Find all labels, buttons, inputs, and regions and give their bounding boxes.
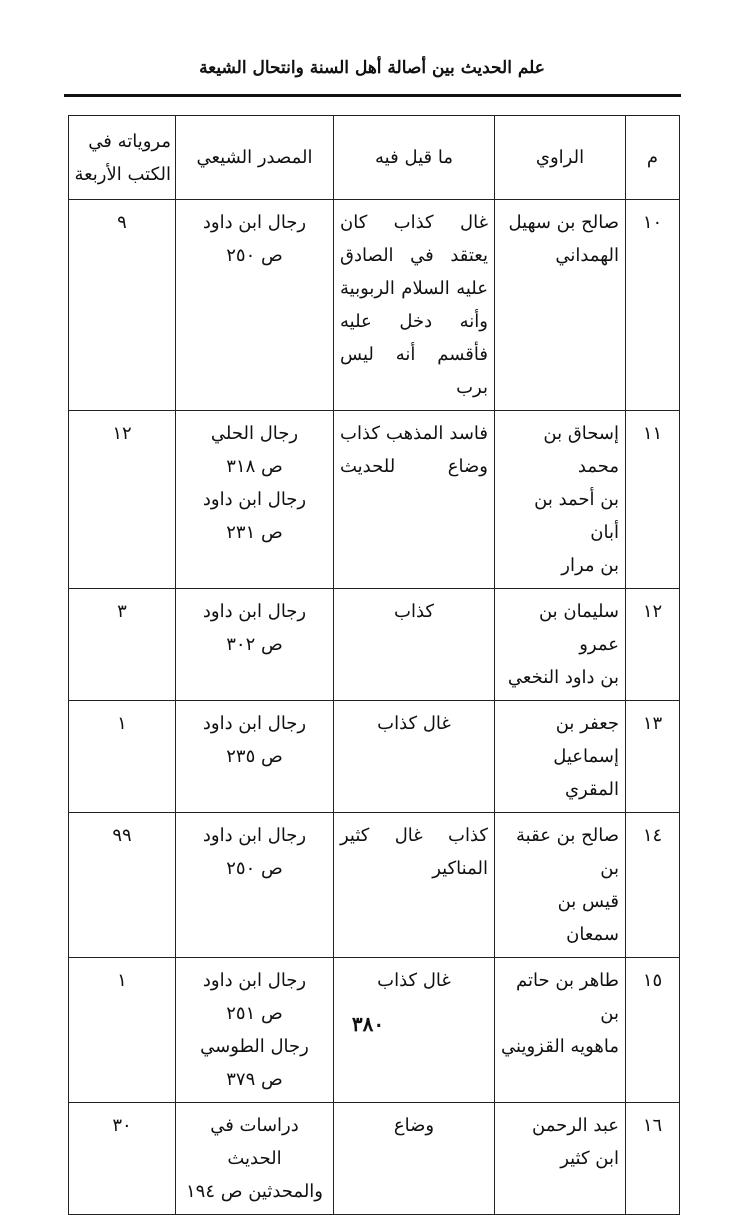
narrators-table	[68, 115, 680, 1215]
said-about-cell	[334, 200, 495, 411]
source-cell	[176, 701, 334, 813]
row-number: ١٣	[626, 701, 680, 813]
source-cell-line: ص ٢٣٥	[226, 746, 283, 767]
said-about-cell-line: يعتقد في الصادق	[340, 245, 488, 266]
count-cell: ٣٠	[69, 1103, 176, 1215]
source-cell-line: رجال ابن داود	[202, 970, 307, 991]
narrator-cell-line: جعفر بن إسماعيل	[553, 713, 619, 767]
source-cell-line: رجال ابن داود	[202, 713, 307, 734]
row-number: ١١	[626, 411, 680, 589]
source-cell-line: رجال ابن داود	[202, 825, 307, 846]
source-cell-line: ص ٢٣١	[226, 522, 283, 543]
said-about-cell-line: غال كذاب	[377, 713, 451, 734]
said-about-cell	[334, 813, 495, 958]
header-rule	[64, 94, 681, 97]
narrator-cell-line: صالح بن سهيل	[508, 212, 619, 233]
narrator-cell-line: طاهر بن حاتم بن	[516, 970, 619, 1024]
said-about-cell-line: المناكير	[432, 858, 488, 879]
running-title: علم الحديث بين أصالة أهل السنة وانتحال الشيعة	[199, 58, 545, 78]
said-about-cell-line: غال كذاب	[377, 970, 451, 991]
count-cell: ١	[69, 701, 176, 813]
source-cell-line: رجال ابن داود	[202, 212, 307, 233]
count-cell: ٣	[69, 589, 176, 701]
row-number: ١٢	[626, 589, 680, 701]
narrator-cell	[495, 701, 626, 813]
narrator-cell-line: ماهويه القزويني	[501, 1036, 619, 1057]
table-row	[69, 1103, 680, 1215]
source-cell	[176, 200, 334, 411]
row-number: ١٦	[626, 1103, 680, 1215]
source-cell	[176, 813, 334, 958]
narrator-cell	[495, 589, 626, 701]
narrator-cell-line: المقري	[564, 779, 619, 800]
table-body	[69, 200, 680, 1215]
header-count: مروياته في الكتب الأربعة	[69, 116, 176, 200]
row-number: ١٤	[626, 813, 680, 958]
source-cell-line: ص ٣٧٩	[226, 1069, 283, 1090]
narrator-cell-line: إسحاق بن محمد	[543, 423, 619, 477]
said-about-cell-line: كذاب	[394, 601, 434, 622]
source-cell-line: والمحدثين ص ١٩٤	[185, 1181, 323, 1202]
said-about-cell-line: فأقسم أنه ليس برب	[340, 344, 488, 398]
narrator-cell-line: بن أحمد بن أبان	[534, 489, 619, 543]
source-cell-line: ص ٢٥١	[226, 1003, 283, 1024]
source-cell-line: ص ٢٥٠	[226, 245, 283, 266]
said-about-cell-line: كذاب غال كثير	[340, 825, 488, 846]
said-about-cell	[334, 701, 495, 813]
source-cell-line: رجال الطوسي	[200, 1036, 309, 1057]
header-no: م	[626, 116, 680, 200]
source-cell-line: ص ٣٠٢	[226, 634, 283, 655]
said-about-cell-line: غال كذاب كان	[340, 212, 488, 233]
source-cell-line: ص ٣١٨	[226, 456, 283, 477]
narrator-cell-line: ابن كثير	[560, 1148, 619, 1169]
narrator-cell	[495, 411, 626, 589]
count-cell: ١	[69, 958, 176, 1103]
table-header-row	[69, 116, 680, 200]
narrator-cell	[495, 813, 626, 958]
row-number: ١٥	[626, 958, 680, 1103]
said-about-cell-line: وضاع للحديث	[340, 456, 488, 477]
narrator-cell-line: بن داود النخعي	[507, 667, 619, 688]
source-cell-line: رجال الحلي	[210, 423, 299, 444]
header-shia-source: المصدر الشيعي	[176, 116, 334, 200]
said-about-cell	[334, 411, 495, 589]
narrator-cell-line: سليمان بن عمرو	[538, 601, 619, 655]
narrator-cell-line: عبد الرحمن	[532, 1115, 619, 1136]
source-cell-line: ص ٢٥٠	[226, 858, 283, 879]
table-row	[69, 813, 680, 958]
said-about-cell	[334, 1103, 495, 1215]
said-about-cell-line: وضاع	[393, 1115, 435, 1136]
narrator-cell	[495, 1103, 626, 1215]
count-cell: ٩٩	[69, 813, 176, 958]
table-row	[69, 589, 680, 701]
said-about-cell-line: عليه السلام الربوبية	[340, 278, 488, 299]
header-said-about: ما قيل فيه	[334, 116, 495, 200]
narrator-cell	[495, 200, 626, 411]
narrator-cell-line: الهمداني	[555, 245, 619, 266]
source-cell-line: رجال ابن داود	[202, 489, 307, 510]
said-about-cell-line: فاسد المذهب كذاب	[340, 423, 488, 444]
source-cell-line: دراسات في الحديث	[210, 1115, 299, 1169]
source-cell	[176, 411, 334, 589]
said-about-cell	[334, 589, 495, 701]
source-cell-line: رجال ابن داود	[202, 601, 307, 622]
page-number: ٣٨٠	[351, 1012, 385, 1036]
source-cell	[176, 1103, 334, 1215]
count-cell: ٩	[69, 200, 176, 411]
narrator-cell-line: قيس بن سمعان	[557, 891, 619, 945]
table-row	[69, 411, 680, 589]
count-cell: ١٢	[69, 411, 176, 589]
narrator-cell-line: صالح بن عقبة بن	[516, 825, 619, 879]
table-row	[69, 701, 680, 813]
header-narrator: الراوي	[495, 116, 626, 200]
said-about-cell-line: وأنه دخل عليه	[340, 311, 488, 332]
source-cell	[176, 589, 334, 701]
table-row	[69, 200, 680, 411]
narrator-cell-line: بن مرار	[561, 555, 619, 576]
row-number: ١٠	[626, 200, 680, 411]
